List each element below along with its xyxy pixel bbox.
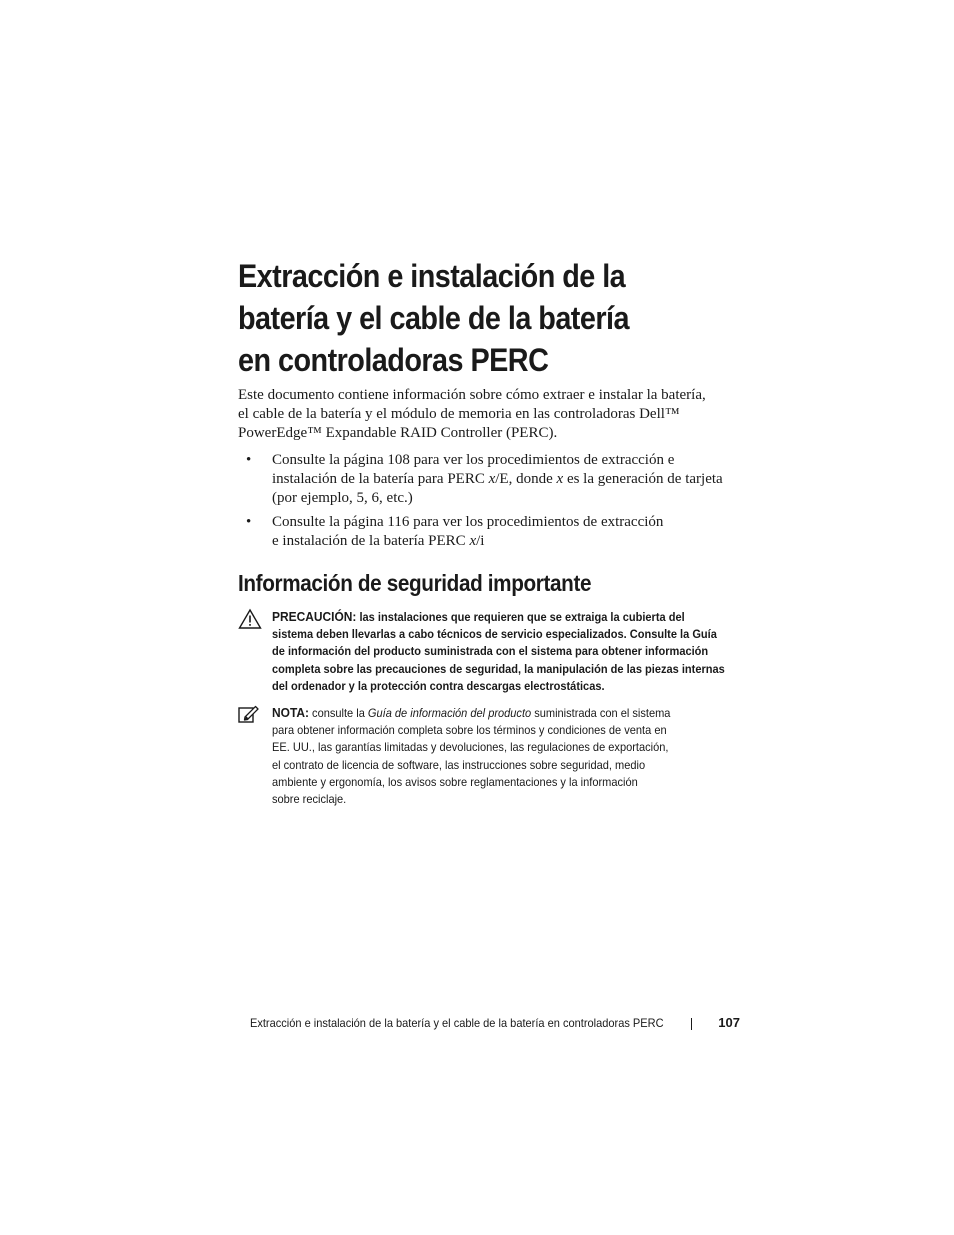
- bullet-marker: •: [246, 514, 252, 530]
- list-item-line: instalación de la batería para PERC x/E, donde x es la generación de tarjeta: [272, 471, 723, 487]
- note-line: para obtener información completa sobre los términos y condiciones de venta en: [272, 723, 667, 738]
- caution-line: de información del producto suministrada con el sistema para obtener información: [272, 644, 709, 659]
- note-line: NOTA: consulte la Guía de información del producto suministrada con el sistema: [272, 705, 671, 720]
- intro-line: Este documento contiene información sobre cómo extraer e instalar la batería,: [238, 387, 706, 403]
- caution-label: PRECAUCIÓN:: [272, 609, 357, 624]
- warning-triangle-icon: [238, 608, 262, 630]
- page-title: [238, 255, 706, 381]
- list-item-line: (por ejemplo, 5, 6, etc.): [272, 490, 413, 506]
- intro-paragraph: [238, 386, 738, 443]
- page-number: 107: [718, 1015, 740, 1030]
- list-item: [238, 451, 738, 508]
- section-heading: Información de seguridad importante: [238, 570, 592, 596]
- note-line: el contrato de licencia de software, las instrucciones sobre seguridad, medio: [272, 757, 646, 772]
- note-line: EE. UU., las garantías limitadas y devoluciones, las regulaciones de exportación,: [272, 740, 669, 755]
- list-item-line: Consulte la página 116 para ver los procedimientos de extracción: [272, 514, 664, 530]
- bullet-marker: •: [246, 452, 252, 468]
- title-line: batería y el cable de la batería: [238, 300, 629, 336]
- caution-line: del ordenador y la protección contra descargas electrostáticas.: [272, 678, 605, 693]
- caution-line: sistema deben llevarlas a cabo técnicos de servicio especializados. Consulte la Guía: [272, 627, 717, 642]
- footer-title: Extracción e instalación de la batería y el cable de la batería en controladoras PERC: [250, 1016, 664, 1030]
- caution-notice: [238, 608, 738, 695]
- caution-line: completa sobre las precauciones de seguridad, la manipulación de las piezas internas: [272, 661, 725, 676]
- note-pencil-icon: [238, 704, 260, 724]
- intro-line: PowerEdge™ Expandable RAID Controller (PERC).: [238, 425, 558, 441]
- footer-separator: [691, 1018, 692, 1030]
- list-item-line: e instalación de la batería PERC x/i: [272, 533, 485, 549]
- intro-line: el cable de la batería y el módulo de memoria en las controladoras Dell™: [238, 406, 680, 422]
- title-line: Extracción e instalación de la: [238, 258, 626, 294]
- note-notice: [238, 704, 738, 808]
- note-line: ambiente y ergonomía, los avisos sobre reglamentaciones y la información: [272, 774, 638, 789]
- caution-line: PRECAUCIÓN: las instalaciones que requieren que se extraiga la cubierta del: [272, 609, 685, 624]
- note-label: NOTA:: [272, 705, 309, 720]
- note-line: sobre reciclaje.: [272, 792, 347, 807]
- procedure-list: [238, 451, 738, 551]
- title-line: en controladoras PERC: [238, 342, 549, 378]
- list-item: [238, 513, 738, 551]
- list-item-line: Consulte la página 108 para ver los procedimientos de extracción e: [272, 452, 675, 468]
